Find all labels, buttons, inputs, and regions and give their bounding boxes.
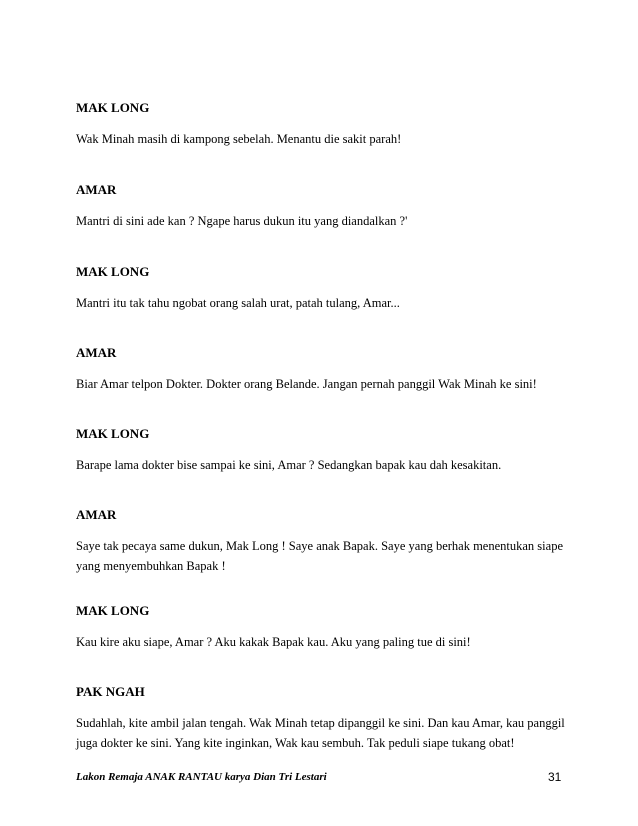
speaker-name: PAK NGAH [76,684,145,699]
speaker-name: AMAR [76,345,117,360]
speaker-name: AMAR [76,182,117,197]
dialogue-line: Sudahlah, kite ambil jalan tengah. Wak Minah tetap dipanggil ke sini. Dan kau Amar, kau panggil juga dokter ke sini. Yang kite inginkan, Wak kau sembuh. Tak peduli siape tukang obat! [76,716,565,750]
dialogue-block [76,426,576,475]
speaker-name: MAK LONG [76,100,150,115]
speaker-name: MAK LONG [76,264,150,279]
dialogue-line: Saye tak pecaya same dukun, Mak Long ! Saye anak Bapak. Saye yang berhak menentukan siape yang menyembuhkan Bapak ! [76,539,563,573]
speaker-name: AMAR [76,507,117,522]
speaker-name: MAK LONG [76,603,150,618]
dialogue-block [76,684,576,753]
footer-title: Lakon Remaja ANAK RANTAU karya Dian Tri Lestari [76,771,327,783]
dialogue-line: Wak Minah masih di kampong sebelah. Menantu die sakit parah! [76,132,402,146]
dialogue-line: Barape lama dokter bise sampai ke sini, Amar ? Sedangkan bapak kau dah kesakitan. [76,458,502,472]
page-number: 31 [548,770,562,784]
dialogue-line: Mantri itu tak tahu ngobat orang salah urat, patah tulang, Amar... [76,296,400,310]
dialogue-block [76,345,576,394]
dialogue-block [76,182,576,231]
dialogue-line: Kau kire aku siape, Amar ? Aku kakak Bapak kau. Aku yang paling tue di sini! [76,635,471,649]
dialogue-block [76,603,576,652]
dialogue-line: Biar Amar telpon Dokter. Dokter orang Belande. Jangan pernah panggil Wak Minah ke sini! [76,377,537,391]
dialogue-block [76,264,576,313]
dialogue-block [76,100,576,149]
dialogue-line: Mantri di sini ade kan ? Ngape harus dukun itu yang diandalkan ?' [76,214,408,228]
dialogue-block [76,507,576,576]
speaker-name: MAK LONG [76,426,150,441]
